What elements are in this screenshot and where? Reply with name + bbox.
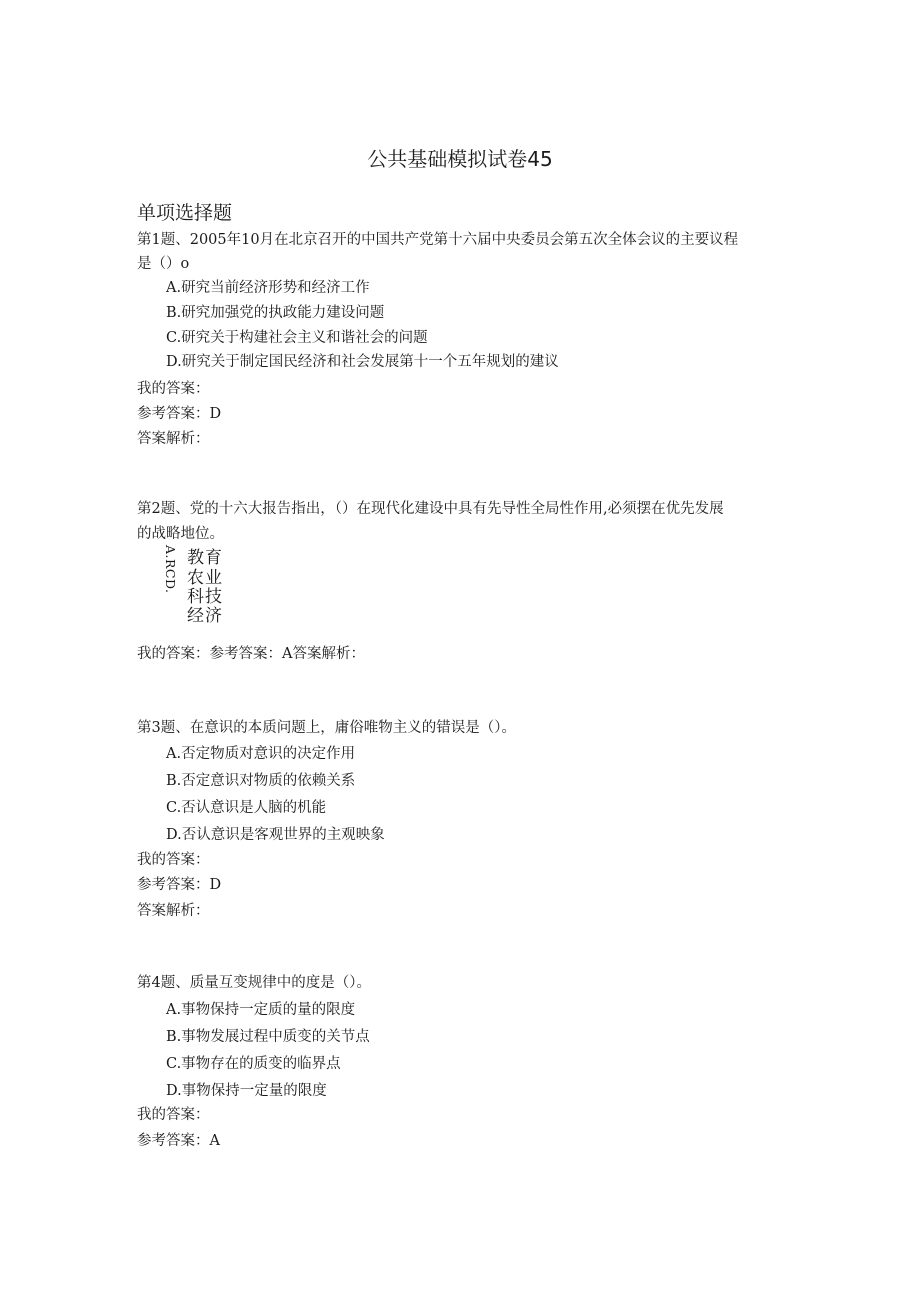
question-2-option-d: 经济 bbox=[187, 606, 223, 626]
question-2-text: 第2题、党的十六大报告指出，（）在现代化建设中具有先导性全局性作用,必须摆在优先发展 bbox=[137, 501, 724, 517]
question-2-option-b: 农业 bbox=[187, 568, 223, 588]
question-2-option-a: 教育 bbox=[187, 548, 223, 568]
question-3-my-answer: 我的答案： bbox=[137, 852, 210, 868]
question-3-option-b: B.否定意识对物质的依赖关系 bbox=[166, 773, 356, 789]
question-1-analysis: 答案解析： bbox=[137, 431, 210, 447]
page-title: 公共基础模拟试卷45 bbox=[367, 147, 553, 171]
question-4-option-c: C.事物存在的质变的临界点 bbox=[166, 1056, 341, 1072]
question-1-ref-answer: 参考答案：D bbox=[137, 406, 222, 422]
question-3-ref-answer: 参考答案：D bbox=[137, 877, 222, 893]
question-1-text-cont: 是（）o bbox=[137, 256, 190, 272]
question-1-option-c: C.研究关于构建社会主义和谐社会的问题 bbox=[166, 330, 428, 346]
question-1-text: 第1题、2005年10月在北京召开的中国共产党第十六届中央委员会第五次全体会议的主要议程 bbox=[137, 232, 739, 248]
question-2-answers: 我的答案：参考答案：A答案解析： bbox=[137, 646, 365, 662]
question-1-option-a: A.研究当前经济形势和经济工作 bbox=[166, 280, 370, 296]
question-3-text: 第3题、在意识的本质问题上，庸俗唯物主义的错误是（）。 bbox=[137, 720, 516, 736]
question-4-text: 第4题、质量互变规律中的度是（）。 bbox=[137, 975, 371, 991]
question-1-my-answer: 我的答案： bbox=[137, 381, 210, 397]
question-3-analysis: 答案解析： bbox=[137, 903, 210, 919]
question-4-option-b: B.事物发展过程中质变的关节点 bbox=[166, 1029, 370, 1045]
question-3-option-d: D.否认意识是客观世界的主观映象 bbox=[166, 827, 385, 843]
question-3-option-c: C.否认意识是人脑的机能 bbox=[166, 800, 327, 816]
question-4-ref-answer: 参考答案：A bbox=[137, 1133, 220, 1149]
question-2-text-cont: 的战略地位。 bbox=[137, 526, 224, 542]
question-4-option-d: D.事物保持一定量的限度 bbox=[166, 1083, 327, 1099]
question-3-option-a: A.否定物质对意识的决定作用 bbox=[166, 746, 356, 762]
question-1-option-d: D.研究关于制定国民经济和社会发展第十一个五年规划的建议 bbox=[166, 354, 559, 370]
question-4-my-answer: 我的答案： bbox=[137, 1107, 210, 1123]
question-2-option-letters: A.RCD. bbox=[163, 545, 178, 594]
question-1-option-b: B.研究加强党的执政能力建设问题 bbox=[166, 305, 385, 321]
question-2-option-c: 科技 bbox=[187, 587, 223, 607]
section-heading: 单项选择题 bbox=[137, 202, 233, 224]
question-4-option-a: A.事物保持一定质的量的限度 bbox=[166, 1002, 356, 1018]
